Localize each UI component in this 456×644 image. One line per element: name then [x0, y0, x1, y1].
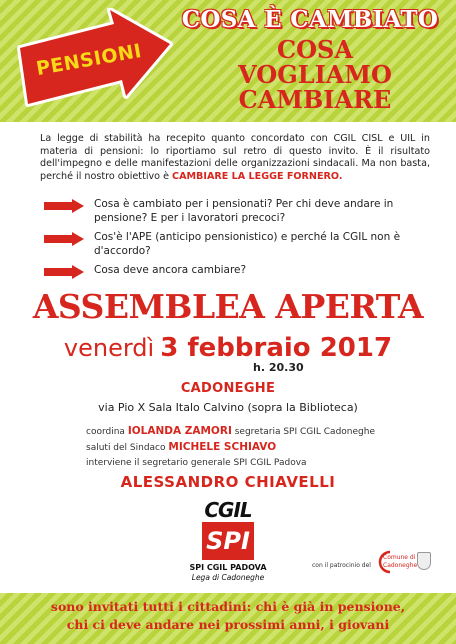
title-what-to-change: COSA VOGLIAMO CAMBIARE — [238, 35, 392, 114]
title-what-changed: COSA È CAMBIATO — [181, 6, 439, 33]
event-weekday: venerdì — [63, 334, 155, 362]
event-date — [0, 333, 456, 363]
event-place: CADONEGHE — [180, 381, 276, 396]
list-item: Cosa è cambiato per i pensionati? Per chi deve andare in pensione? E per i lavoratori precoci? — [44, 198, 444, 225]
event-credits — [86, 424, 426, 471]
arrow-right-icon — [44, 265, 84, 279]
footer-invite: sono invitati tutti i cittadini: chi è già in pensione, chi ci deve andare nei prossimi anni, i giovani — [50, 599, 406, 632]
patronage-label: con il patrocinio del — [312, 562, 371, 569]
list-item: Cosa deve ancora cambiare? — [44, 264, 444, 278]
speaker-name: ALESSANDRO CHIAVELLI — [120, 473, 336, 491]
intro-emphasis: CAMBIARE LA LEGGE FORNERO. — [172, 170, 343, 182]
coat-of-arms-icon — [417, 552, 431, 570]
event-time: h. 20.30 — [253, 361, 304, 374]
arrow-right-icon — [44, 232, 84, 246]
arrow-label: PENSIONI — [34, 39, 144, 81]
list-item: Cos'è l'APE (anticipo pensionistico) e perché la CGIL non è d'accordo? — [44, 231, 444, 258]
event-title: ASSEMBLEA APERTA — [32, 287, 424, 326]
comune-label: Comune di — [383, 554, 416, 561]
logo-subtitle: SPI CGIL PADOVA — [189, 563, 267, 572]
comune-name: Cadoneghe — [383, 562, 418, 569]
logo-branch: Lega di Cadoneghe — [191, 573, 265, 582]
speaker-intro: interviene il segretario generale SPI CGIL Padova — [86, 458, 307, 468]
greeting-line: saluti del Sindaco MICHELE SCHIAVO — [86, 441, 277, 453]
event-address: via Pio X Sala Italo Calvino (sopra la Biblioteca) — [98, 401, 358, 414]
cgil-logo: CGIL — [204, 498, 252, 522]
spi-logo: SPI — [202, 522, 254, 560]
arrow-right-icon — [44, 199, 84, 213]
footer-banner — [0, 593, 456, 644]
event-day: 3 febbraio 2017 — [160, 333, 393, 363]
header-banner — [0, 0, 456, 122]
coordinator-line: coordina IOLANDA ZAMORI segretaria SPI CGIL Cadoneghe — [86, 425, 375, 437]
question-list — [44, 198, 444, 284]
intro-paragraph: La legge di stabilità ha recepito quanto concordato con CGIL CISL e UIL in materia di pensioni: lo riportiamo sul retro di questo invito. È il risultato dell'impegno e delle manifestazioni delle organizzazioni sindacali. Ma non basta, perché il nostro obiettivo è CAMBIARE LA LEGGE FORNERO. — [40, 133, 430, 182]
